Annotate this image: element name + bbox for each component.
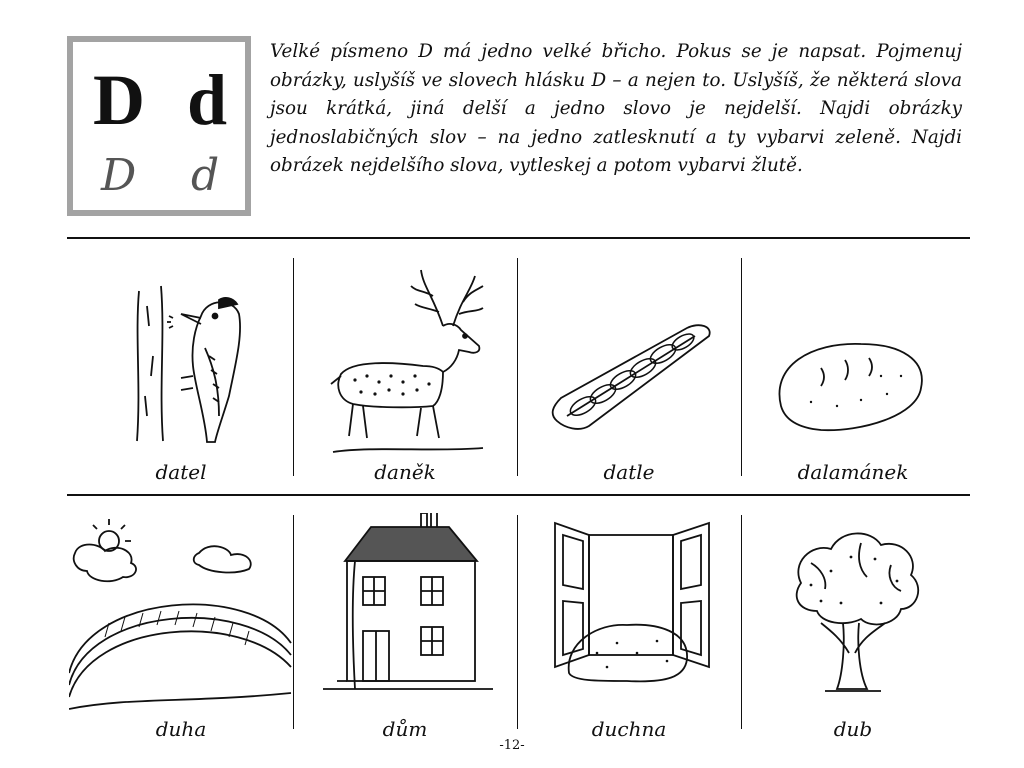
script-capital-d: D — [101, 150, 137, 201]
page-number: -12- — [499, 738, 525, 753]
fallow-deer-icon — [293, 256, 517, 456]
picture-card-duha — [69, 513, 293, 743]
picture-word: dub — [833, 717, 873, 741]
oak-tree-icon — [741, 513, 965, 713]
picture-word: daněk — [374, 460, 436, 484]
instructions-text: Velké písmeno D má jedno velké břicho. Pokus se je napsat. Pojmenuj obrázky, uslyšíš ve slovech hlásku D – a nejen to. Uslyšíš, že některá slova jsou krátká, jiná delší a jedno slovo je nejdelší. Najdi obrázky jednoslabičných slov – na jedno zatlesknutí a ty vybarvi zeleně. Najdi obrázek nejdelšího slova, vytleskej a potom vybarvi žlutě. — [270, 41, 962, 177]
house-icon — [293, 513, 517, 713]
picture-card-datle — [517, 256, 741, 486]
picture-card-dum — [293, 513, 517, 743]
middle-divider — [67, 494, 970, 496]
rainbow-icon — [69, 513, 293, 713]
top-divider — [67, 237, 970, 239]
picture-word: dalamánek — [797, 460, 909, 484]
picture-card-datel — [69, 256, 293, 486]
print-capital-d: D — [93, 60, 145, 140]
picture-word: datle — [603, 460, 655, 484]
picture-word: datel — [155, 460, 207, 484]
picture-card-dalamanek — [741, 256, 965, 486]
script-small-d: d — [191, 150, 220, 201]
picture-word: dům — [382, 717, 428, 741]
picture-word: duchna — [591, 717, 667, 741]
dates-tray-icon — [517, 256, 741, 456]
letter-card — [67, 36, 251, 216]
picture-word: duha — [155, 717, 207, 741]
duvet-window-icon — [517, 513, 741, 713]
picture-card-danek — [293, 256, 517, 486]
picture-card-duchna — [517, 513, 741, 743]
woodpecker-icon — [69, 256, 293, 456]
print-small-d: d — [187, 60, 228, 140]
bread-loaf-icon — [741, 256, 965, 456]
picture-card-dub — [741, 513, 965, 743]
